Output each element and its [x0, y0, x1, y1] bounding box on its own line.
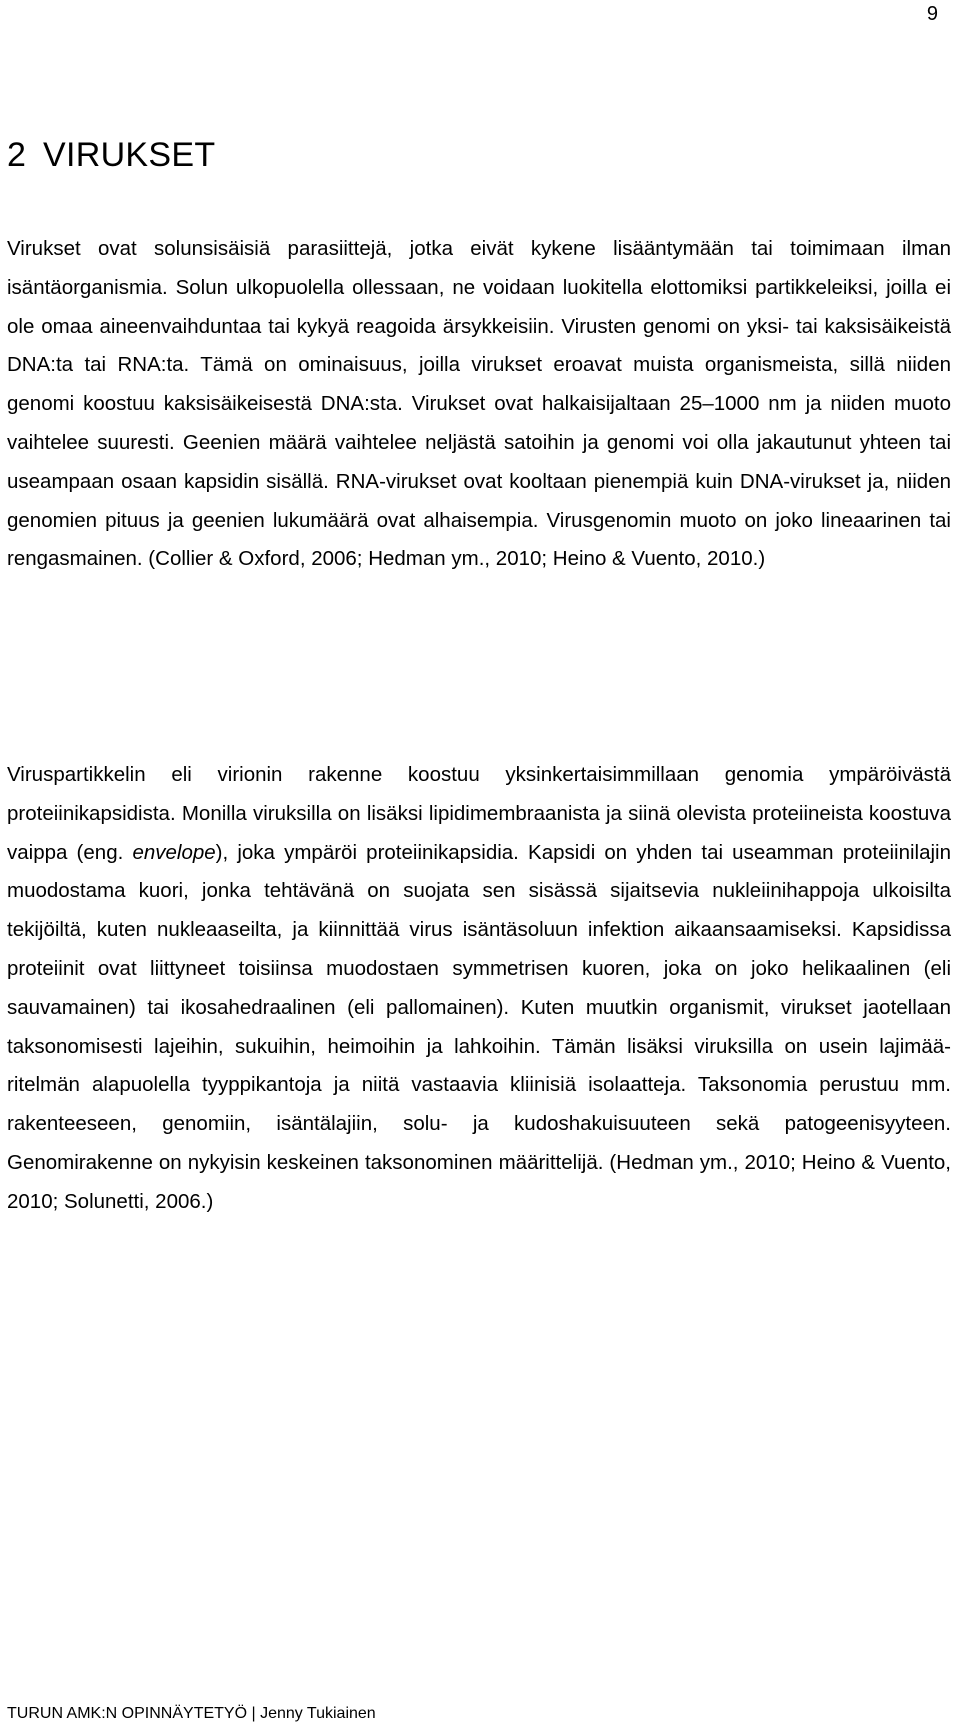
paragraph-virion-structure [7, 756, 951, 1222]
page-footer: TURUN AMK:N OPINNÄYTETYÖ | Jenny Tukiainen [7, 1705, 376, 1722]
chapter-title: VIRUKSET [43, 136, 216, 174]
page-number: 9 [926, 3, 938, 25]
paragraph-text: ), joka ympäröi proteiinikapsidia. Kapsidi on yhden tai useamman proteiinilajin muodostama kuori, jonka tehtävänä on suojata sen sisässä sijaitsevia nukleiinihappoja ulkoisilta tekijöiltä, kuten nukleaaseilta, ja kiinnittää virus isäntäsoluun infektion aikaansaamiseksi. Kapsidissa proteiinit ovat liittyneet toisiinsa muodostaen symmetrisen kuoren, joka on joko helikaalinen (eli sauvamainen) tai ikosahedraalinen (eli pallomainen). Kuten muutkin organismit, virukset jaotellaan taksonomisesti lajeihin, sukuihin, heimoihin ja lahkoihin. Tämän lisäksi viruksilla on usein lajimääritelmän alapuolella tyyppikantoja ja niitä vastaavia kliinisiä isolaatteja. Taksonomia perustuu mm. rakenteeseen, genomiin, isäntälajiin, solu- ja kudoshakuisuuteen sekä patogeenisyyteen. Genomirakenne on nykyisin keskeinen taksonominen määrittelijä. (Hedman ym., 2010; Heino & Vuento, 2010; Solunetti, 2006.) [7, 840, 951, 1213]
chapter-heading [7, 135, 215, 175]
paragraph-text: Viruspartikkelin eli virionin rakenne koostuu yksinkertaisimmillaan genomia ympäröivästä proteiinikapsidista. Monilla viruksilla on lisäksi lipidimembraanista ja siinä olevista proteiineista koostuva vaippa (eng. [7, 763, 951, 864]
chapter-number: 2 [7, 136, 27, 174]
paragraph-viruses-intro: Virukset ovat solunsisäisiä parasiittejä, jotka eivät kykene lisääntymään tai toimimaan ilman isäntäorganismia. Solun ulkopuolella ollessaan, ne voidaan luokitella elottomiksi partikkeleiksi, joilla ei ole omaa aineenvaihduntaa tai kykyä reagoida ärsykkeisiin. Virusten genomi on yksi- tai kaksisäikeistä DNA:ta tai RNA:ta. Tämä on ominaisuus, joilla virukset eroavat muista organismeista, sillä niiden genomi koostuu kaksisäikeisestä DNA:sta. Virukset ovat halkaisijaltaan 25–1000 nm ja niiden muoto vaihtelee suuresti. Geenien määrä vaihtelee neljästä satoihin ja genomi voi olla jakautunut yhteen tai useampaan osaan kapsidin sisällä. RNA-virukset ovat kooltaan pienempiä kuin DNA-virukset ja, niiden genomien pituus ja geenien lukumäärä ovat alhaisempia. Virusgenomin muoto on joko lineaarinen tai rengasmainen. (Collier & Oxford, 2006; Hedman ym., 2010; Heino & Vuento, 2010.) [7, 237, 951, 571]
emphasis-term: envelope [132, 840, 216, 864]
